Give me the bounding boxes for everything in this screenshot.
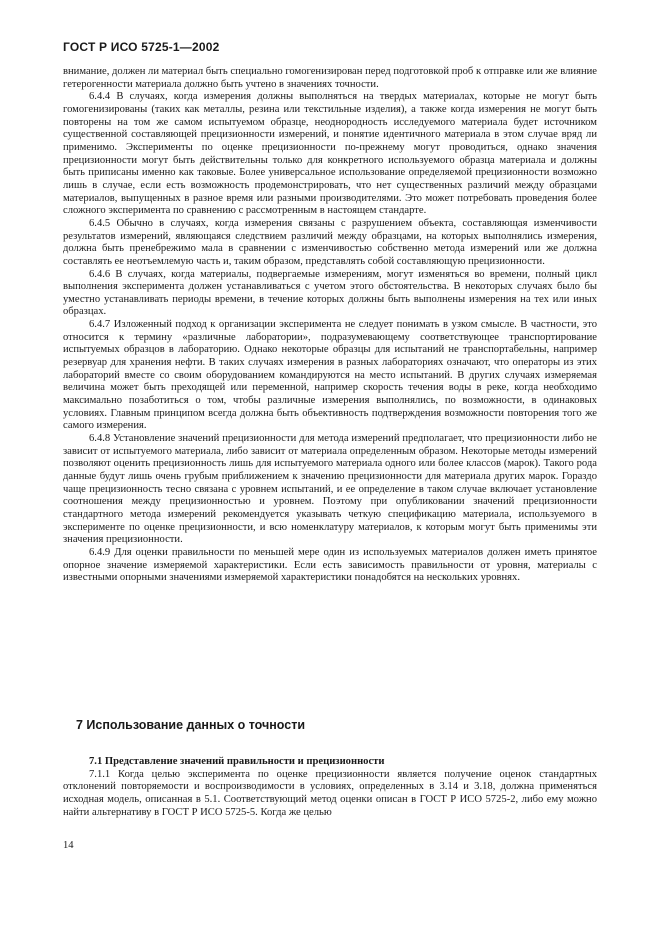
section-title: 7 Использование данных о точности <box>76 718 306 732</box>
paragraph-6-4-6: 6.4.6 В случаях, когда материалы, подвергаемые измерениям, могут изменяться во времени, полный цикл выполнения эксперимента должен устанавливаться с учетом этого обстоятельства. В некоторых случаях было бы уместно устанавливать периоды времени, в течение которых должны быть выполнены измерения на тех или иных образцах. <box>63 268 597 318</box>
paragraph-6-4-7: 6.4.7 Изложенный подход к организации эксперимента не следует понимать в узком смысле. В частности, это относится к термину «различные лаборатории», подразумевающему соответствующее транспортирование испытуемых образцов в лабораторию. Однако некоторые образцы для испытаний не транспортабельны, например резервуар для хранения нефти. В таких случаях измерения в разных лабораториях означают, что операторы из этих лабораторий вместе со своим оборудованием командируются на место испытаний. В других случаях измеряемая величина может быть преходящей или переменной, например скорость течения воды в реке, когда необходимо максимально позаботиться о том, чтобы различные измерения выполнялись, по возможности, в одинаковых условиях. Главным принципом всегда должна быть объективность подтверждения возможности повторения того же самого измерения. <box>63 319 597 432</box>
document-header: ГОСТ Р ИСО 5725-1—2002 <box>63 40 220 54</box>
paragraph-6-4-9: 6.4.9 Для оценки правильности по меньшей мере один из используемых материалов должен иметь принятое опорное значение измеряемой характеристики. Если есть зависимость правильности от уровня, материалы с известными опорными значениями измеряемой характеристики понадобятся на нескольких уровнях. <box>63 546 597 584</box>
paragraph-continuation: внимание, должен ли материал быть специально гомогенизирован перед подготовкой проб к отправке или же влияние гетерогенности материала должно быть учтено в значениях точности. <box>63 66 597 90</box>
page-number: 14 <box>63 840 74 851</box>
subsection-title: 7.1 Представление значений правильности и прецизионности <box>89 756 385 767</box>
paragraph-6-4-4: 6.4.4 В случаях, когда измерения должны выполняться на твердых материалах, которые не могут быть гомогенизированы (таких как металлы, резина или текстильные изделия), а также когда измерения не могут быть повторены на том же самом испытуемом образце, неоднородность исследуемого материала будет источником существенной составляющей прецизионности измерений, и понятие идентичного материала в этом случае вряд ли применимо. Эксперименты по оценке прецизионности по-прежнему могут проводиться, однако значения прецизионности могут быть действительны только для конкретного используемого образца материала и должны быть приписаны именно как таковые. Более универсальное использование определяемой прецизионности возможно лишь в случае, если есть возможность продемонстрировать, что нет существенных различий между образцами материалов, выпущенных в разное время или разными производителями. Это может потребовать проведения более сложного эксперимента по сравнению с рассмотренным в настоящем стандарте. <box>63 91 597 217</box>
section-body <box>63 756 597 819</box>
paragraph-6-4-8: 6.4.8 Установление значений прецизионности для метода измерений предполагает, что прецизионности либо не зависит от испытуемого материала, либо зависит от материала определенным образом. Некоторые методы измерений позволяют оценить прецизионность лишь для испытуемого материала одного или более классов (марок). Такого рода данные будут лишь очень грубым приближением к значению прецизионности для материала других марок. Гораздо чаще прецизионность тесно связана с уровнем испытаний, и ее определение в таком случае включает установление соотношения между прецизионностью и уровнем. Поэтому при опубликовании значений прецизионности стандартного метода измерений рекомендуется указывать четкую спецификацию материала, используемого в эксперименте по оценке прецизионности, и всю номенклатуру материалов, к которым могут быть применимы эти значения прецизионности. <box>63 433 597 546</box>
body-text <box>63 66 597 585</box>
paragraph-6-4-5: 6.4.5 Обычно в случаях, когда измерения связаны с разрушением объекта, составляющая изменчивости результатов измерений, являющаяся следствием различий между образцами, на которых выполнялись измерения, должна быть пренебрежимо мала в сравнении с изменчивостью собственно метода измерений или же должна составлять ее неотъемлемую часть и, таким образом, представлять собой составляющую прецизионности. <box>63 217 597 267</box>
paragraph-7-1-1: 7.1.1 Когда целью эксперимента по оценке прецизионности является получение оценок стандартных отклонений повторяемости и воспроизводимости в условиях, определенных в 3.14 и 3.18, должна применяться исходная модель, описанная в 5.1. Соответствующий метод оценки описан в ГОСТ Р ИСО 5725-2, либо ему можно найти альтернативу в ГОСТ Р ИСО 5725-5. Когда же целью <box>63 768 597 818</box>
